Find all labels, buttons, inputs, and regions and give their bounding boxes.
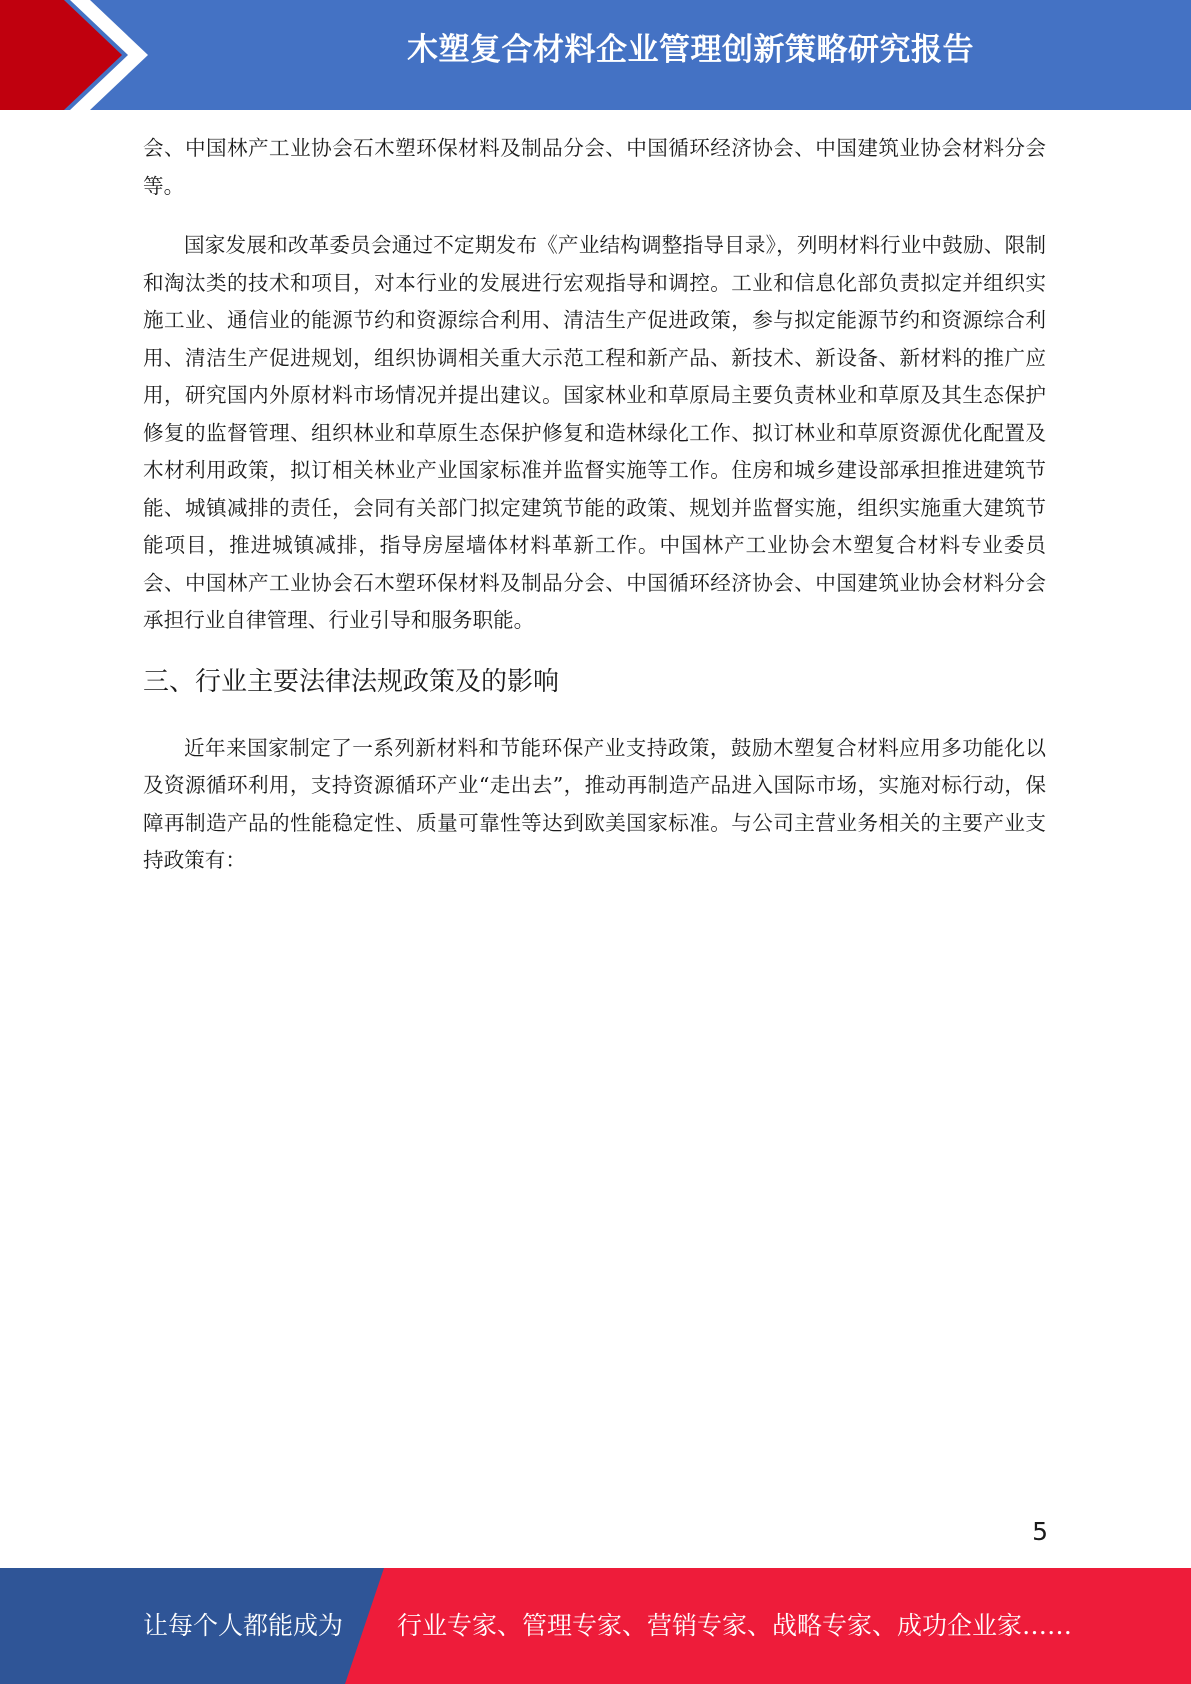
document-title: 木塑复合材料企业管理创新策略研究报告: [407, 32, 974, 68]
footer-slogan-right: 行业专家、管理专家、营销专家、战略专家、成功企业家……: [397, 1611, 1073, 1640]
section-heading: 三、行业主要法律法规政策及的影响: [143, 666, 560, 697]
page-footer: [0, 1568, 1191, 1684]
page-header: [0, 0, 1191, 110]
page-number: 5: [1032, 1517, 1048, 1546]
paragraph-policies: 近年来国家制定了一系列新材料和节能环保产业支持政策，鼓励木塑复合材料应用多功能化以及资源循环利用，支持资源循环产业“走出去”，推动再制造产品进入国际市场，实施对标行动，保障再制造产品的性能稳定性、质量可靠性等达到欧美国家标准。与公司主营业务相关的主要产业支持政策有：: [143, 735, 1046, 872]
red-chevron-decoration: [0, 0, 160, 110]
page-content: [143, 130, 1046, 880]
paragraph-regulators: 国家发展和改革委员会通过不定期发布《产业结构调整指导目录》，列明材料行业中鼓励、限制和淘汰类的技术和项目，对本行业的发展进行宏观指导和调控。工业和信息化部负责拟定并组织实施工业、通信业的能源节约和资源综合利用、清洁生产促进政策，参与拟定能源节约和资源综合利用、清洁生产促进规划，组织协调相关重大示范工程和新产品、新技术、新设备、新材料的推广应用，研究国内外原材料市场情况并提出建议。国家林业和草原局主要负责林业和草原及其生态保护修复的监督管理、组织林业和草原生态保护修复和造林绿化工作、拟订林业和草原资源优化配置及木材利用政策，拟订相关林业产业国家标准并监督实施等工作。住房和城乡建设部承担推进建筑节能、城镇减排的责任，会同有关部门拟定建筑节能的政策、规划并监督实施，组织实施重大建筑节能项目，推进城镇减排，指导房屋墙体材料革新工作。中国林产工业协会木塑复合材料专业委员会、中国林产工业协会石木塑环保材料及制品分会、中国循环经济协会、中国建筑业协会材料分会承担行业自律管理、行业引导和服务职能。: [143, 233, 1046, 632]
paragraph-continuation: 会、中国林产工业协会石木塑环保材料及制品分会、中国循环经济协会、中国建筑业协会材料分会等。: [143, 136, 1046, 198]
footer-slogan-left: 让每个人都能成为: [143, 1611, 344, 1640]
